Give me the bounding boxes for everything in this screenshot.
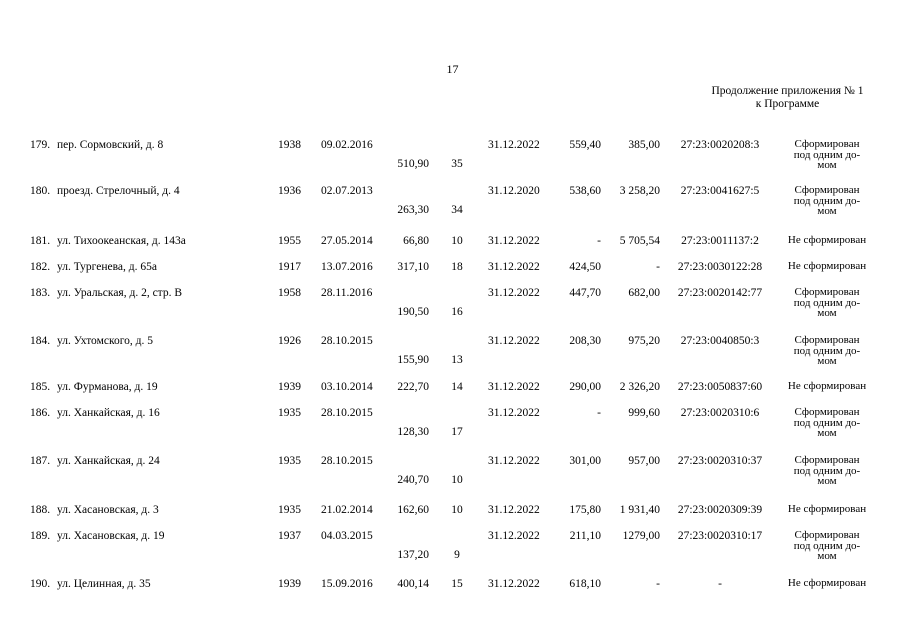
value1-cell: 208,30: [569, 335, 601, 347]
area-cell: 222,70: [397, 381, 429, 393]
area-cell: 263,30: [397, 204, 429, 216]
date-cell: 09.02.2016: [321, 139, 373, 151]
status-line: Не сформирован: [787, 577, 867, 589]
value2-cell: -: [656, 578, 660, 590]
value1-cell: 424,50: [569, 261, 601, 273]
value2-cell: 1 931,40: [619, 504, 660, 516]
status-line: Сформирован: [794, 406, 860, 418]
status-line: мом: [817, 475, 837, 487]
cadastral-cell: 27:23:0011137:2: [681, 235, 759, 247]
status-line: мом: [817, 159, 837, 171]
status-cell: [781, 235, 873, 246]
year-cell: 1917: [278, 261, 301, 273]
date-cell: 28.10.2015: [321, 455, 373, 467]
status-cell: [781, 504, 873, 515]
date-cell: 21.02.2014: [321, 504, 373, 516]
deadline-cell: 31.12.2022: [488, 504, 540, 516]
status-line: Не сформирован: [787, 234, 867, 246]
row-number: 188.: [30, 504, 51, 516]
page-number: 17: [446, 62, 459, 76]
deadline-cell: 31.12.2022: [488, 139, 540, 151]
value2-cell: 999,60: [628, 407, 660, 419]
status-line: мом: [817, 307, 837, 319]
area-cell: 240,70: [397, 474, 429, 486]
residents-cell: 18: [451, 261, 463, 273]
status-line: Сформирован: [794, 138, 860, 150]
date-cell: 02.07.2013: [321, 185, 373, 197]
address-cell: ул. Уральская, д. 2, стр. В: [57, 287, 183, 299]
date-cell: 28.10.2015: [321, 335, 373, 347]
residents-cell: 15: [451, 578, 463, 590]
residents-cell: 16: [451, 306, 463, 318]
status-line: под одним до-: [793, 194, 861, 207]
residents-cell: 14: [451, 381, 463, 393]
row-number: 181.: [30, 235, 51, 247]
row-number: 186.: [30, 407, 51, 419]
address-cell: ул. Хасановская, д. 19: [57, 530, 165, 542]
year-cell: 1955: [278, 235, 301, 247]
area-cell: 155,90: [397, 354, 429, 366]
area-cell: 66,80: [403, 235, 429, 247]
year-cell: 1939: [278, 381, 301, 393]
status-line: мом: [817, 355, 837, 367]
value2-cell: 5 705,54: [619, 235, 660, 247]
row-number: 184.: [30, 335, 51, 347]
deadline-cell: 31.12.2022: [488, 235, 540, 247]
row-number: 183.: [30, 287, 51, 299]
value2-cell: 3 258,20: [619, 185, 660, 197]
cadastral-cell: 27:23:0020310:6: [680, 407, 760, 419]
value2-cell: 1279,00: [622, 530, 660, 542]
cadastral-cell: -: [718, 578, 722, 590]
residents-cell: 17: [451, 426, 463, 438]
value1-cell: 301,00: [569, 455, 601, 467]
date-cell: 27.05.2014: [321, 235, 373, 247]
value1-cell: -: [597, 235, 601, 247]
cadastral-cell: 27:23:0040850:3: [680, 335, 760, 347]
cadastral-cell: 27:23:0020142:77: [677, 287, 763, 299]
row-number: 187.: [30, 455, 51, 467]
residents-cell: 9: [454, 549, 460, 561]
date-cell: 28.11.2016: [321, 287, 373, 299]
status-line: под одним до-: [793, 296, 861, 309]
status-line: мом: [817, 427, 837, 439]
residents-cell: 10: [451, 235, 463, 247]
year-cell: 1935: [278, 407, 301, 419]
value2-cell: 2 326,20: [619, 381, 660, 393]
row-number: 190.: [30, 578, 51, 590]
year-cell: 1958: [278, 287, 301, 299]
status-line: Сформирован: [794, 184, 860, 196]
date-cell: 03.10.2014: [321, 381, 373, 393]
value2-cell: 385,00: [628, 139, 660, 151]
status-cell: [781, 139, 873, 171]
value1-cell: 447,70: [569, 287, 601, 299]
cadastral-cell: 27:23:0041627:5: [680, 185, 760, 197]
address-cell: ул. Ханкайская, д. 24: [57, 455, 160, 467]
status-cell: [781, 335, 873, 367]
address-cell: ул. Тургенева, д. 65а: [57, 261, 157, 273]
status-cell: [781, 455, 873, 487]
year-cell: 1937: [278, 530, 301, 542]
address-cell: ул. Хасановская, д. 3: [57, 504, 159, 516]
value1-cell: 290,00: [569, 381, 601, 393]
year-cell: 1936: [278, 185, 301, 197]
row-number: 185.: [30, 381, 51, 393]
area-cell: 137,20: [397, 549, 429, 561]
status-line: под одним до-: [793, 148, 861, 161]
area-cell: 317,10: [397, 261, 429, 273]
status-line: Сформирован: [794, 286, 860, 298]
status-cell: [781, 578, 873, 589]
status-line: Не сформирован: [787, 380, 867, 392]
cadastral-cell: 27:23:0020208:3: [680, 139, 760, 151]
area-cell: 400,14: [397, 578, 429, 590]
deadline-cell: 31.12.2022: [488, 261, 540, 273]
value1-cell: 175,80: [569, 504, 601, 516]
area-cell: 190,50: [397, 306, 429, 318]
value1-cell: 538,60: [569, 185, 601, 197]
status-line: под одним до-: [793, 344, 861, 357]
cadastral-cell: 27:23:0030122:28: [677, 261, 763, 273]
value1-cell: 618,10: [569, 578, 601, 590]
residents-cell: 10: [451, 474, 463, 486]
status-line: мом: [817, 205, 837, 217]
status-line: мом: [817, 550, 837, 562]
year-cell: 1926: [278, 335, 301, 347]
row-number: 179.: [30, 139, 51, 151]
cadastral-cell: 27:23:0050837:60: [677, 381, 763, 393]
status-line: под одним до-: [793, 539, 861, 552]
status-line: Сформирован: [794, 454, 860, 466]
status-cell: [781, 407, 873, 439]
area-cell: 510,90: [397, 158, 429, 170]
year-cell: 1935: [278, 455, 301, 467]
deadline-cell: 31.12.2022: [488, 455, 540, 467]
address-cell: проезд. Стрелочный, д. 4: [57, 185, 180, 197]
deadline-cell: 31.12.2020: [488, 185, 540, 197]
status-cell: [781, 530, 873, 562]
date-cell: 28.10.2015: [321, 407, 373, 419]
area-cell: 128,30: [397, 426, 429, 438]
residents-cell: 10: [451, 504, 463, 516]
value2-cell: 682,00: [628, 287, 660, 299]
status-line: Не сформирован: [787, 260, 867, 272]
deadline-cell: 31.12.2022: [488, 407, 540, 419]
status-line: под одним до-: [793, 416, 861, 429]
status-line: Сформирован: [794, 529, 860, 541]
value2-cell: -: [656, 261, 660, 273]
appendix-line-2: к Программе: [755, 98, 820, 110]
year-cell: 1935: [278, 504, 301, 516]
row-number: 189.: [30, 530, 51, 542]
status-cell: [781, 287, 873, 319]
appendix-line-1: Продолжение приложения № 1: [711, 85, 864, 97]
value1-cell: 559,40: [569, 139, 601, 151]
status-cell: [781, 185, 873, 217]
status-line: под одним до-: [793, 464, 861, 477]
deadline-cell: 31.12.2022: [488, 530, 540, 542]
value2-cell: 957,00: [628, 455, 660, 467]
area-cell: 162,60: [397, 504, 429, 516]
appendix-caption: [700, 85, 875, 111]
status-cell: [781, 381, 873, 392]
cadastral-cell: 27:23:0020309:39: [677, 504, 763, 516]
deadline-cell: 31.12.2022: [488, 287, 540, 299]
cadastral-cell: 27:23:0020310:17: [677, 530, 763, 542]
status-cell: [781, 261, 873, 272]
date-cell: 13.07.2016: [321, 261, 373, 273]
year-cell: 1939: [278, 578, 301, 590]
year-cell: 1938: [278, 139, 301, 151]
date-cell: 15.09.2016: [321, 578, 373, 590]
address-cell: ул. Ханкайская, д. 16: [57, 407, 160, 419]
status-line: Не сформирован: [787, 503, 867, 515]
residents-cell: 13: [451, 354, 463, 366]
deadline-cell: 31.12.2022: [488, 381, 540, 393]
date-cell: 04.03.2015: [321, 530, 373, 542]
row-number: 182.: [30, 261, 51, 273]
deadline-cell: 31.12.2022: [488, 335, 540, 347]
residents-cell: 35: [451, 158, 463, 170]
deadline-cell: 31.12.2022: [488, 578, 540, 590]
address-cell: ул. Ухтомского, д. 5: [57, 335, 154, 347]
value1-cell: -: [597, 407, 601, 419]
status-line: Сформирован: [794, 334, 860, 346]
address-cell: ул. Фурманова, д. 19: [57, 381, 158, 393]
address-cell: ул. Целинная, д. 35: [57, 578, 151, 590]
cadastral-cell: 27:23:0020310:37: [677, 455, 763, 467]
residents-cell: 34: [451, 204, 463, 216]
value1-cell: 211,10: [569, 530, 601, 542]
value2-cell: 975,20: [628, 335, 660, 347]
address-cell: пер. Сормовский, д. 8: [57, 139, 164, 151]
row-number: 180.: [30, 185, 51, 197]
address-cell: ул. Тихоокеанская, д. 143а: [57, 235, 186, 247]
